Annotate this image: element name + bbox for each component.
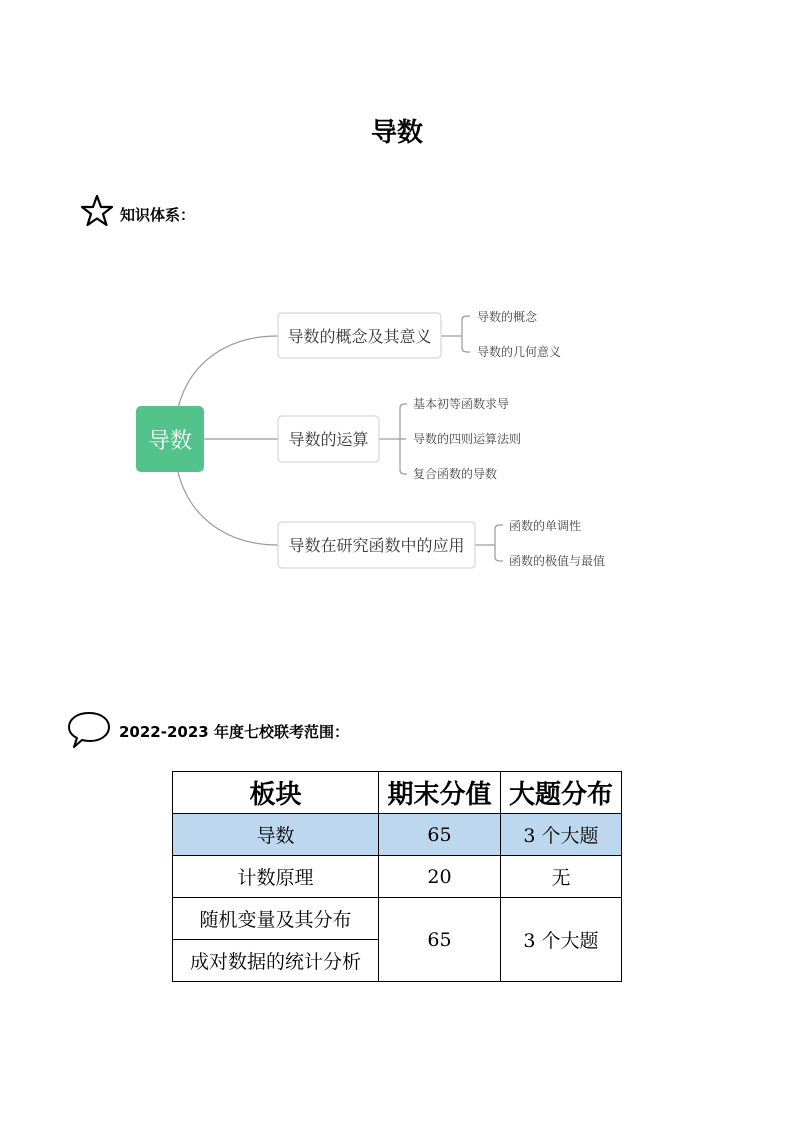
cell-score: 65 — [379, 814, 501, 856]
cell-block: 计数原理 — [173, 856, 379, 898]
knowledge-section-label: 知识体系： — [120, 206, 196, 224]
page-title: 导数 — [370, 118, 423, 148]
table-row — [173, 898, 622, 940]
mindmap-leaf: 复合函数的导数 — [413, 467, 498, 481]
mindmap-leaf: 导数的概念 — [477, 310, 538, 324]
cell-score: 65 — [379, 898, 501, 982]
header-distribution: 大题分布 — [501, 772, 622, 814]
mindmap-root-node — [136, 406, 204, 472]
connector-root-branch-1 — [178, 336, 278, 408]
cell-distribution: 3 个大题 — [501, 814, 622, 856]
mindmap-leaf: 基本初等函数求导 — [413, 397, 510, 411]
cell-distribution: 无 — [501, 856, 622, 898]
table-header-row — [173, 772, 622, 814]
scope-table — [172, 771, 622, 982]
mindmap-leaf: 函数的极值与最值 — [509, 554, 606, 568]
table-row — [173, 814, 622, 856]
cell-distribution: 3 个大题 — [501, 898, 622, 982]
cell-block: 随机变量及其分布 — [173, 898, 379, 940]
header-block: 板块 — [173, 772, 379, 814]
cell-block: 成对数据的统计分析 — [173, 940, 379, 982]
scope-section-label: 2022-2023 年度七校联考范围： — [119, 723, 349, 741]
table-row — [173, 856, 622, 898]
cell-score: 20 — [379, 856, 501, 898]
mindmap-leaf: 导数的四则运算法则 — [413, 432, 522, 446]
connector-root-branch-3 — [178, 472, 278, 545]
mindmap-root-label: 导数 — [147, 429, 193, 454]
mindmap-leaf: 导数的几何意义 — [477, 345, 562, 359]
mindmap-branch-label: 导数的运算 — [288, 430, 369, 449]
header-score: 期末分值 — [379, 772, 501, 814]
mindmap-branch-label: 导数的概念及其意义 — [287, 327, 432, 346]
mindmap-branch-2 — [278, 416, 379, 462]
speech-bubble-icon — [66, 710, 112, 754]
mindmap-leaf: 函数的单调性 — [509, 519, 582, 533]
cell-block: 导数 — [173, 814, 379, 856]
mindmap-branch-label: 导数在研究函数中的应用 — [288, 536, 465, 555]
mindmap-branch-1 — [278, 313, 441, 358]
mindmap-branch-3 — [278, 522, 475, 568]
